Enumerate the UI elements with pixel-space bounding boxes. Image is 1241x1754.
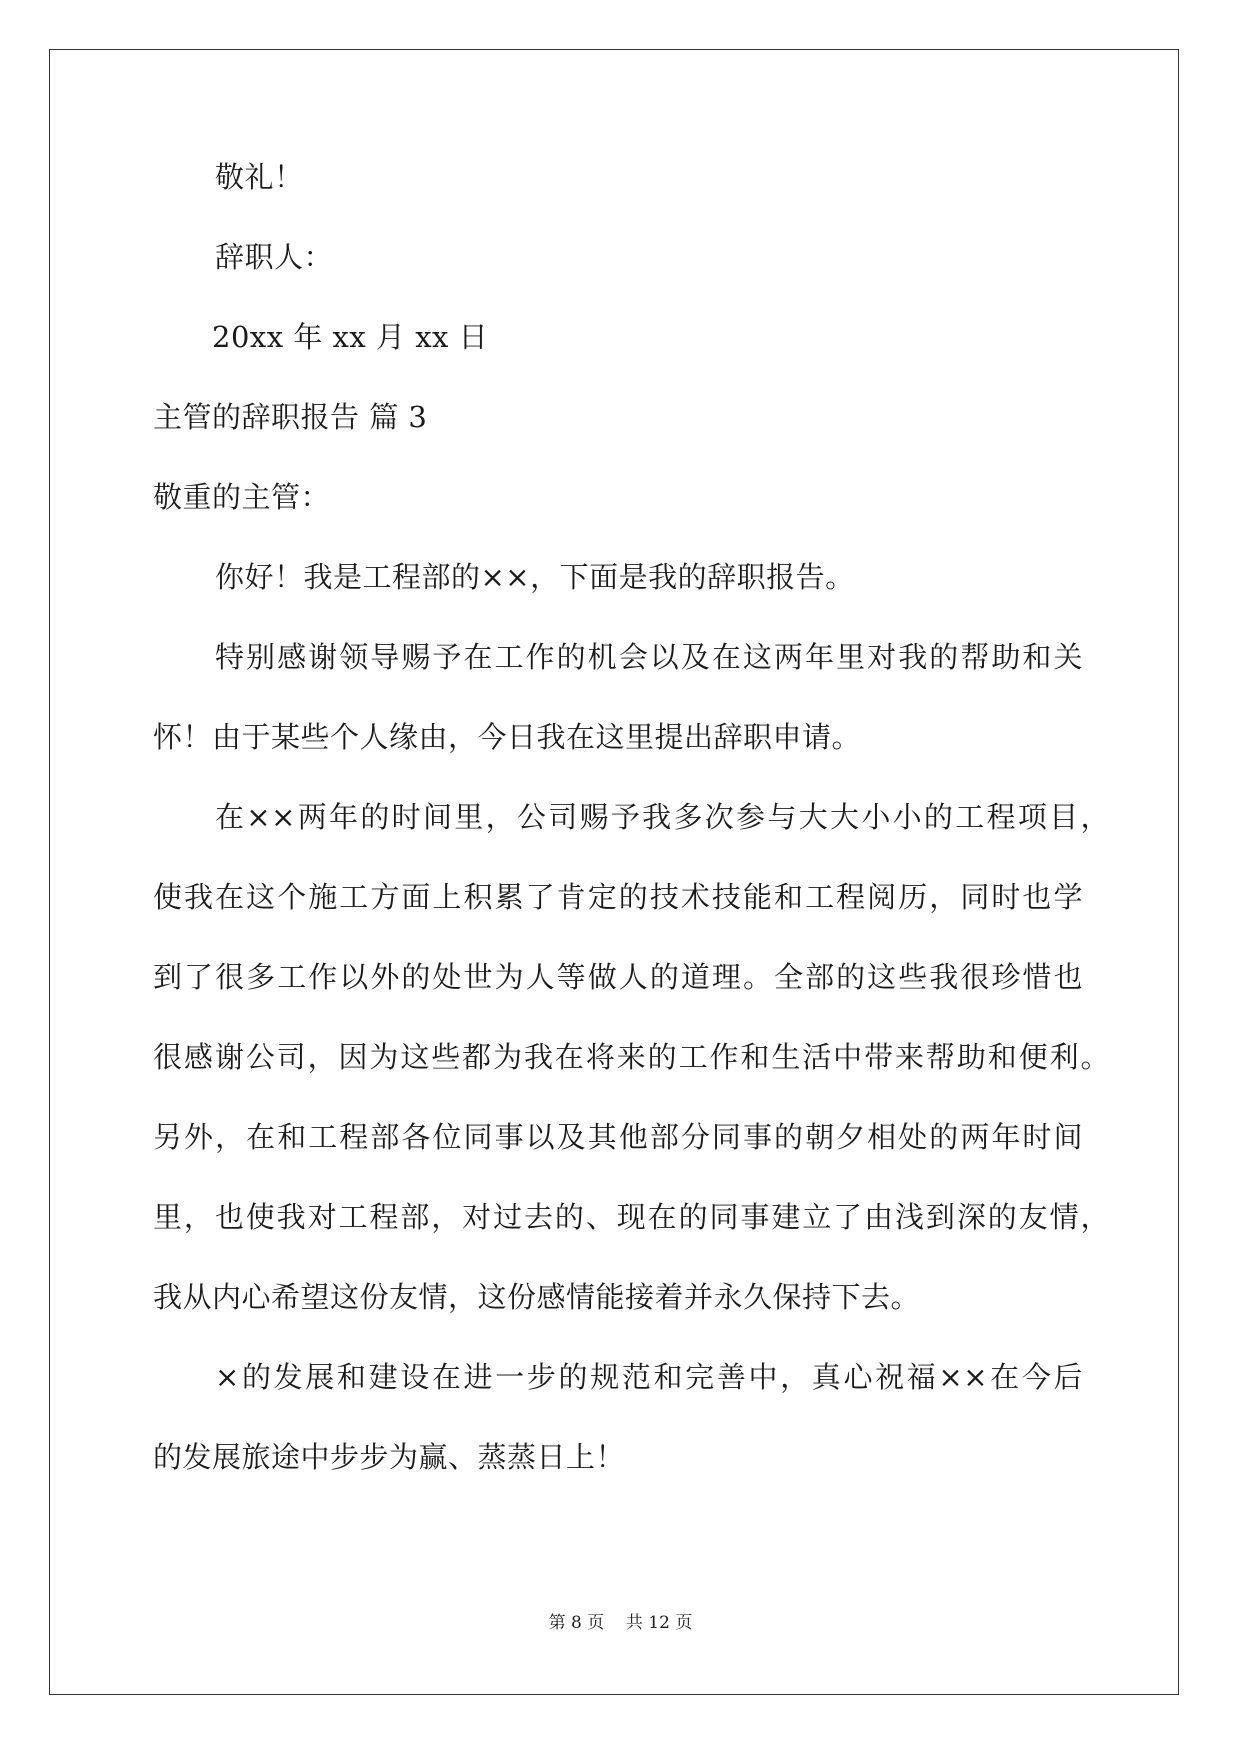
paragraph-experience-line-7: 我从内心希望这份友情，这份感情能接着并永久保持下去。 <box>153 1280 921 1314</box>
page-number-footer: 第 8 页 共 12 页 <box>548 1613 693 1633</box>
paragraph-thanks-line-1: 特别感谢领导赐予在工作的机会以及在这两年里对我的帮助和关 <box>215 640 1083 674</box>
paragraph-wishes-line-1: ×的发展和建设在进一步的规范和完善中，真心祝福××在今后 <box>215 1360 1083 1394</box>
closing-salutation: 敬礼！ <box>215 160 304 194</box>
paragraph-experience-line-3: 到了很多工作以外的处世为人等做人的道理。全部的这些我很珍惜也 <box>153 960 1083 994</box>
paragraph-experience-line-6: 里，也使我对工程部，对过去的、现在的同事建立了由浅到深的友情， <box>153 1200 1110 1234</box>
section-heading: 主管的辞职报告 篇 3 <box>153 400 428 434</box>
signature-label: 辞职人： <box>215 240 334 274</box>
paragraph-experience-line-1: 在××两年的时间里，公司赐予我多次参与大大小小的工程项目， <box>215 800 1110 834</box>
paragraph-intro: 你好！我是工程部的××，下面是我的辞职报告。 <box>215 560 855 594</box>
signature-date: 20xx 年 xx 月 xx 日 <box>212 320 489 354</box>
paragraph-wishes-line-2: 的发展旅途中步步为赢、蒸蒸日上！ <box>153 1440 626 1474</box>
paragraph-experience-line-5: 另外，在和工程部各位同事以及其他部分同事的朝夕相处的两年时间 <box>153 1120 1083 1154</box>
greeting: 敬重的主管： <box>153 480 331 514</box>
paragraph-thanks-line-2: 怀！由于某些个人缘由，今日我在这里提出辞职申请。 <box>153 720 862 754</box>
paragraph-experience-line-2: 使我在这个施工方面上积累了肯定的技术技能和工程阅历，同时也学 <box>153 880 1083 914</box>
paragraph-experience-line-4: 很感谢公司，因为这些都为我在将来的工作和生活中带来帮助和便利。 <box>153 1040 1110 1074</box>
